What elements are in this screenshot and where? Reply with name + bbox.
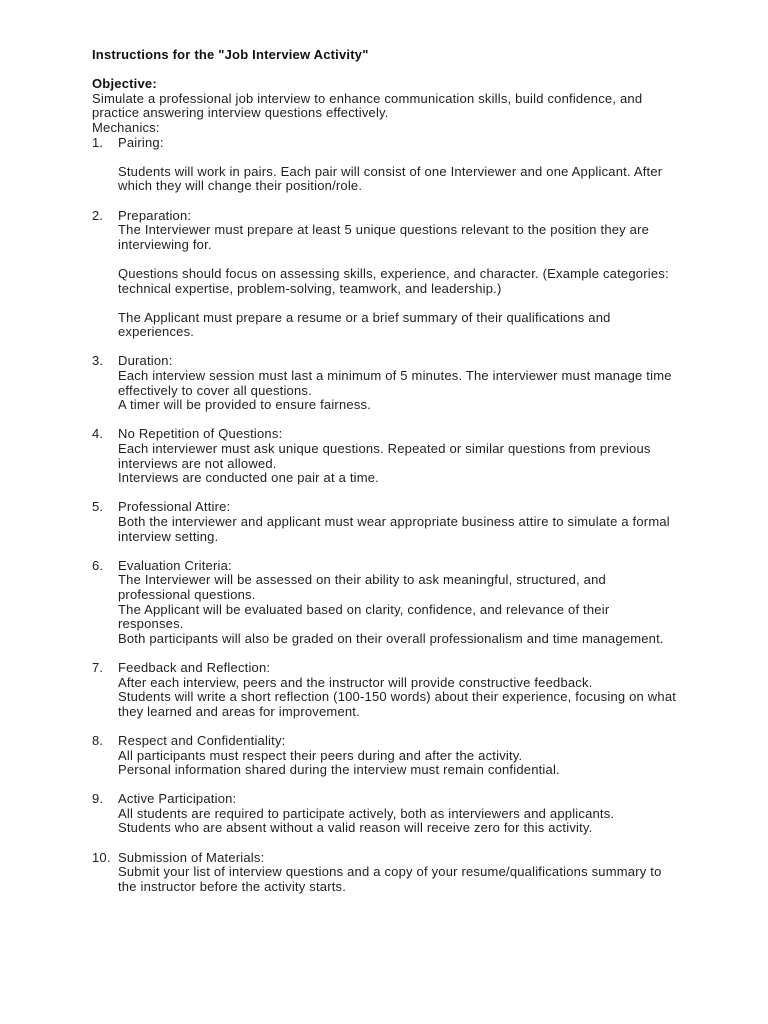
list-item bbox=[92, 427, 678, 485]
item-paragraph: Personal information shared during the interview must remain confidential. bbox=[118, 762, 560, 778]
list-item bbox=[92, 500, 678, 544]
list-item-body bbox=[118, 209, 678, 340]
list-item-heading: Submission of Materials: bbox=[118, 849, 265, 865]
list-item bbox=[92, 209, 678, 340]
list-item-body bbox=[118, 661, 678, 719]
list-item-heading: Respect and Confidentiality: bbox=[118, 732, 286, 748]
list-item-number: 9. bbox=[92, 791, 104, 807]
objective-text: Simulate a professional job interview to enhance communication skills, build confidence, and practice answering interview questions effectively. bbox=[92, 90, 643, 121]
list-item-body bbox=[118, 136, 678, 194]
list-item bbox=[92, 559, 678, 647]
item-paragraph: Students who are absent without a valid reason will receive zero for this activity. bbox=[118, 820, 593, 836]
item-paragraph: Questions should focus on assessing skills, experience, and character. (Example categories: technical expertise, problem-solving, teamwork, and leadership.) bbox=[118, 265, 669, 296]
list-item-heading: Evaluation Criteria: bbox=[118, 557, 232, 573]
item-paragraph: The Interviewer will be assessed on their ability to ask meaningful, structured, and professional questions. bbox=[118, 572, 606, 602]
list-item-body bbox=[118, 792, 678, 836]
list-item-number: 4. bbox=[92, 426, 104, 442]
list-item-heading: Professional Attire: bbox=[118, 499, 231, 515]
item-paragraph: Submit your list of interview questions and a copy of your resume/qualifications summary to the instructor before the activity starts. bbox=[118, 864, 662, 894]
item-paragraph: Both the interviewer and applicant must wear appropriate business attire to simulate a formal interview setting. bbox=[118, 514, 670, 544]
page-title: Instructions for the "Job Interview Activity" bbox=[92, 47, 369, 62]
list-item-number: 10. bbox=[92, 849, 111, 865]
list-item-body bbox=[118, 559, 678, 647]
item-paragraph: All participants must respect their peers during and after the activity. bbox=[118, 747, 523, 763]
list-item-heading: Pairing: bbox=[118, 134, 164, 150]
item-paragraph: Interviews are conducted one pair at a time. bbox=[118, 470, 379, 486]
item-paragraph: All students are required to participate actively, both as interviewers and applicants. bbox=[118, 805, 615, 821]
list-item-body bbox=[118, 734, 678, 778]
item-paragraph: Each interviewer must ask unique questions. Repeated or similar questions from previous interviews are not allowed. bbox=[118, 441, 651, 471]
item-paragraph: The Applicant must prepare a resume or a brief summary of their qualifications and experiences. bbox=[118, 309, 611, 340]
list-item-heading: Duration: bbox=[118, 353, 173, 369]
numbered-list bbox=[92, 136, 678, 895]
list-item-number: 6. bbox=[92, 557, 104, 573]
document-content bbox=[92, 48, 678, 894]
list-item-number: 1. bbox=[92, 134, 104, 150]
list-item-body bbox=[118, 500, 678, 544]
list-item-body bbox=[118, 851, 678, 895]
item-paragraph: After each interview, peers and the instructor will provide constructive feedback. bbox=[118, 674, 593, 690]
list-item-number: 5. bbox=[92, 499, 104, 515]
list-item bbox=[92, 851, 678, 895]
list-item-body bbox=[118, 354, 678, 412]
list-item-number: 2. bbox=[92, 207, 104, 223]
item-paragraph: Students will write a short reflection (100-150 words) about their experience, focusing on what they learned and areas for improvement. bbox=[118, 689, 677, 719]
list-item-number: 8. bbox=[92, 732, 104, 748]
item-paragraph: The Applicant will be evaluated based on clarity, confidence, and relevance of their responses. bbox=[118, 601, 610, 632]
list-item-number: 3. bbox=[92, 353, 104, 369]
list-item-heading: No Repetition of Questions: bbox=[118, 426, 283, 442]
item-paragraph: A timer will be provided to ensure fairness. bbox=[118, 397, 372, 413]
list-item-number: 7. bbox=[92, 659, 104, 675]
list-item bbox=[92, 734, 678, 778]
item-paragraph: The Interviewer must prepare at least 5 unique questions relevant to the position they are interviewing for. bbox=[118, 222, 650, 252]
list-item-heading: Active Participation: bbox=[118, 791, 237, 807]
item-paragraph: Both participants will also be graded on their overall professionalism and time management. bbox=[118, 630, 664, 646]
item-paragraph: Students will work in pairs. Each pair will consist of one Interviewer and one Applicant. After which they will change their position/role. bbox=[118, 163, 663, 194]
list-item bbox=[92, 661, 678, 719]
list-item-body bbox=[118, 427, 678, 485]
list-item-heading: Preparation: bbox=[118, 207, 192, 223]
list-item bbox=[92, 354, 678, 412]
objective-heading: Objective: bbox=[92, 76, 157, 92]
mechanics-heading: Mechanics: bbox=[92, 119, 160, 135]
item-paragraph: Each interview session must last a minimum of 5 minutes. The interviewer must manage time effectively to cover all questions. bbox=[118, 368, 672, 398]
list-item bbox=[92, 792, 678, 836]
list-item-heading: Feedback and Reflection: bbox=[118, 659, 271, 675]
list-item bbox=[92, 136, 678, 194]
